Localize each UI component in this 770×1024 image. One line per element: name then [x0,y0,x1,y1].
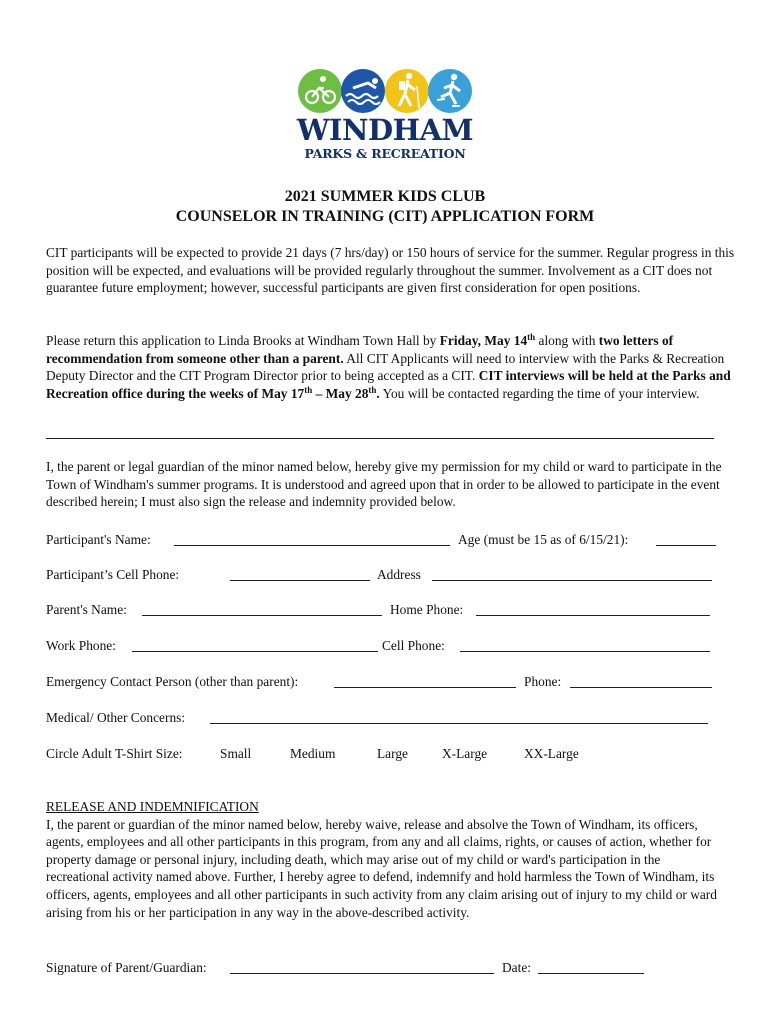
work-cell-row [46,636,716,656]
medical-label: Medical/ Other Concerns: [46,710,186,725]
parent-row [46,600,716,620]
date-field[interactable] [538,973,644,974]
parent-name-label: Parent's Name: [46,602,127,617]
participant-name-field[interactable] [174,545,450,546]
instructions-text: Please return this application to Linda Brooks at Windham Town Hall by Friday, May 14th along with two letters of recommendation from someone other than a parent. All CIT Applicants will need to interview with the Parks & Recreation Deputy Director and the CIT Program Director prior to being accepted as a CIT. CIT interviews will be held at the Parks and Recreation office during the weeks of May 17th – May 28th. You will be contacted regarding the time of your interview. [46,332,731,401]
emergency-contact-label: Emergency Contact Person (other than parent): [46,674,299,689]
windham-logo [296,64,474,164]
emergency-row [46,672,716,692]
tshirt-option-medium[interactable]: Medium [290,746,336,761]
permission-text: I, the parent or legal guardian of the minor named below, hereby give my permission for my child or ward to participate in the Town of Windham's summer programs. It is understood and agreed upon that in order to be allowed to participate in the event described herein; I must also sign the release and indemnity provided below. [46,459,722,510]
cell-address-row [46,565,716,585]
tshirt-option-large[interactable]: Large [377,746,408,761]
home-phone-field[interactable] [476,615,710,616]
permission-paragraph [46,458,736,511]
hiker-icon [385,69,429,113]
signature-field[interactable] [230,973,494,974]
address-field[interactable] [432,580,712,581]
participant-cell-label: Participant’s Cell Phone: [46,567,180,582]
medical-row [46,708,716,728]
emergency-contact-field[interactable] [334,687,516,688]
emergency-phone-field[interactable] [570,687,712,688]
cyclist-icon [298,69,342,113]
section-divider [46,438,714,439]
form-title-line1: 2021 SUMMER KIDS CLUB [284,188,486,205]
home-phone-label: Home Phone: [390,602,464,617]
tshirt-option-small[interactable]: Small [220,746,252,761]
parent-cell-label: Cell Phone: [382,638,445,653]
release-heading: RELEASE AND INDEMNIFICATION [46,799,259,814]
work-phone-label: Work Phone: [46,638,116,653]
address-label: Address [377,567,421,582]
parent-name-field[interactable] [142,615,382,616]
emergency-phone-label: Phone: [524,674,562,689]
logo-wordmark: WINDHAM [296,113,474,147]
tshirt-option-xx-large[interactable]: XX-Large [524,746,579,761]
parent-cell-field[interactable] [460,651,710,652]
swimmer-icon [341,69,385,113]
signature-label: Signature of Parent/Guardian: [46,960,207,975]
tshirt-option-x-large[interactable]: X-Large [442,746,488,761]
work-phone-field[interactable] [132,651,378,652]
form-title-line2: COUNSELOR IN TRAINING (CIT) APPLICATION FORM [175,208,595,225]
date-label: Date: [502,960,531,975]
signature-row [46,958,716,978]
age-field[interactable] [656,545,716,546]
tshirt-row [46,744,716,764]
logo-subtitle: PARKS & RECREATION [304,146,466,161]
tshirt-size-label: Circle Adult T-Shirt Size: [46,746,183,761]
age-label: Age (must be 15 as of 6/15/21): [458,532,629,547]
participant-name-label: Participant's Name: [46,532,151,547]
intro-paragraph [46,244,736,297]
instructions-paragraph [46,332,736,402]
participant-row [46,530,716,550]
release-section [46,798,726,921]
intro-text: CIT participants will be expected to provide 21 days (7 hrs/day) or 150 hours of service for the summer. Regular progress in this position will be expected, and evaluations will be provided regularly throughout the summer. Involvement as a CIT does not guarantee future employment; however, successful participants are given first consideration for open positions. [46,245,735,296]
logo-activity-circles [298,66,472,116]
participant-cell-field[interactable] [230,580,370,581]
skater-icon [428,69,472,113]
release-text: I, the parent or guardian of the minor named below, hereby waive, release and absolve the Town of Windham, its officers, agents, employees and all other participants in this program, from any and all claims, rights, or causes of action, whether for property damage or personal injury, including death, which may arise out of my child or ward's participation in the recreational activity named above. Further, I hereby agree to defend, indemnify and hold harmless the Town of Windham, its officers, agents, employees and all other participants in such activity from any claim arising out of injury to my child or ward arising from his or her participation in any way in the above-described activity. [46,816,717,920]
medical-field[interactable] [210,723,708,724]
